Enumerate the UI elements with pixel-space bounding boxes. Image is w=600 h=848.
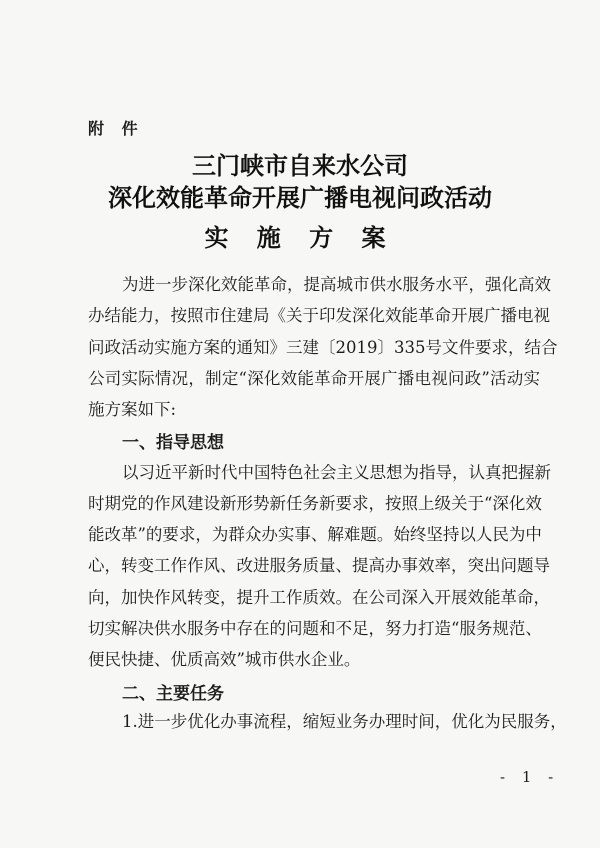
section-1-line: 心，转变工作作风、改进服务质量、提高办事效率，突出问题导 bbox=[88, 556, 550, 575]
intro-line: 施方案如下: bbox=[88, 400, 177, 419]
title-line-1: 三门峡市自来水公司 bbox=[192, 151, 408, 180]
section-1-line: 以习近平新时代中国特色社会主义思想为指导，认真把握新 bbox=[122, 463, 551, 482]
section-2-line: 1.进一步优化办事流程，缩短业务办理时间，优化为民服务， bbox=[122, 712, 567, 731]
section-1-line: 向，加快作风转变，提升工作质效。在公司深入开展效能革命， bbox=[88, 588, 550, 607]
title-line-2: 深化效能革命开展广播电视问政活动 bbox=[108, 183, 492, 212]
attachment-label: 附 件 bbox=[88, 119, 144, 138]
section-1-line: 便民快捷、优质高效”城市供水企业。 bbox=[88, 650, 361, 669]
intro-line: 问政活动实施方案的通知》三建〔2019〕335号文件要求，结合 bbox=[88, 338, 558, 357]
intro-line: 为进一步深化效能革命，提高城市供水服务水平，强化高效 bbox=[122, 275, 551, 294]
section-1-line: 切实解决供水服务中存在的问题和不足，努力打造“服务规范、 bbox=[88, 619, 542, 638]
section-1-line: 能改革”的要求，为群众办实事、解难题。始终坚持以人民为中 bbox=[88, 525, 542, 544]
page-number: - 1 - bbox=[500, 768, 560, 786]
intro-line: 办结能力，按照市住建局《关于印发深化效能革命开展广播电视 bbox=[88, 306, 550, 325]
title-line-3: 实 施 方 案 bbox=[204, 223, 396, 252]
section-1-heading: 一、指导思想 bbox=[122, 433, 224, 453]
section-2-heading: 二、主要任务 bbox=[122, 684, 224, 704]
intro-line: 公司实际情况，制定“深化效能革命开展广播电视问政”活动实 bbox=[88, 369, 540, 388]
section-1-line: 时期党的作风建设新形势新任务新要求，按照上级关于“深化效 bbox=[88, 494, 542, 513]
